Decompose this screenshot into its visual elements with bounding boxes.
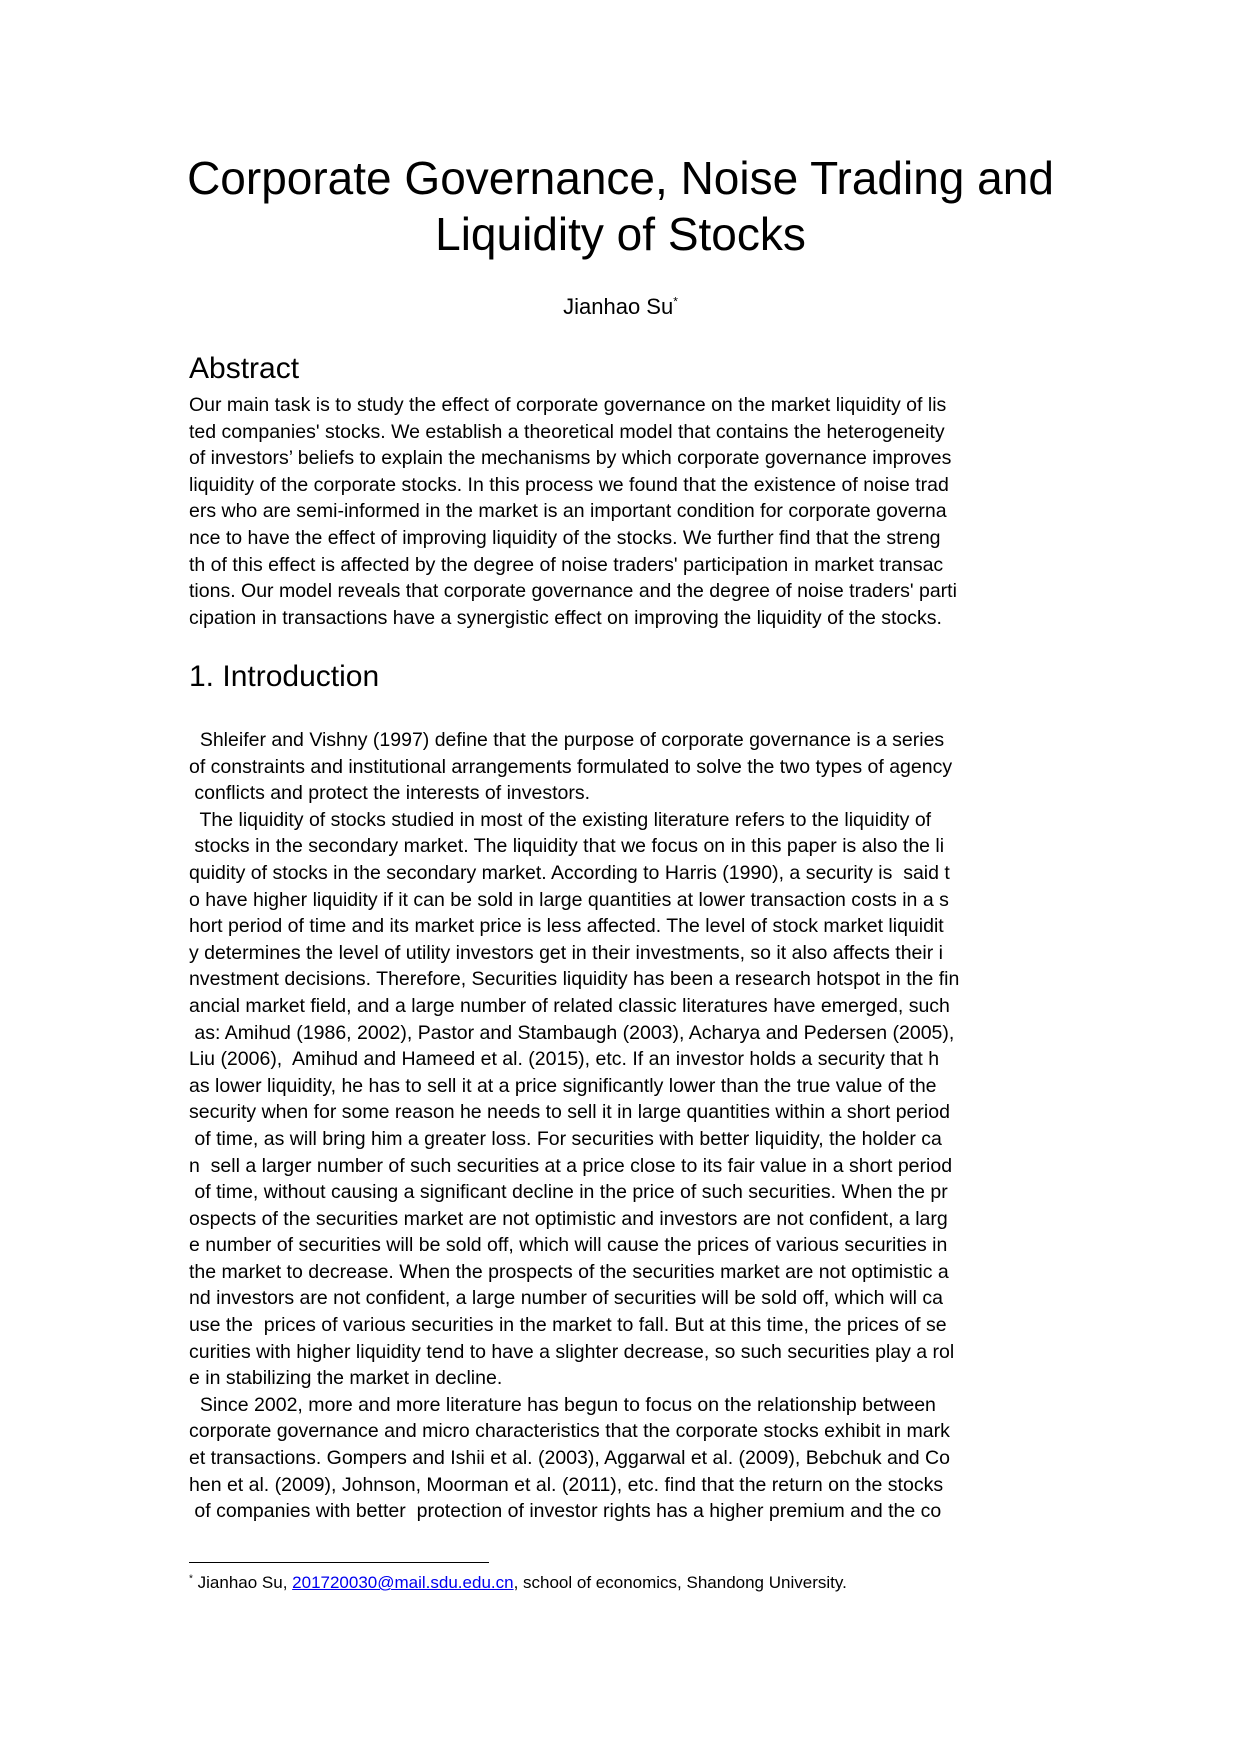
text-line: o have higher liquidity if it can be sold in large quantities at lower transaction costs in a s xyxy=(189,888,949,911)
text-line: n sell a larger number of such securities at a price close to its fair value in a short period xyxy=(189,1154,953,1177)
text-line: y determines the level of utility investors get in their investments, so it also affects their i xyxy=(189,941,943,964)
text-line: of constraints and institutional arrangements formulated to solve the two types of agency xyxy=(189,755,953,778)
footnote-author: Jianhao Su, xyxy=(197,1573,293,1592)
email-link[interactable]: 201720030@mail.sdu.edu.cn xyxy=(292,1573,514,1592)
text-line: quidity of stocks in the secondary market. According to Harris (1990), a security is said t xyxy=(189,861,950,884)
author xyxy=(0,294,1241,320)
text-line: of companies with better protection of investor rights has a higher premium and the co xyxy=(189,1500,942,1523)
text-line: of time, without causing a significant decline in the price of such securities. When the pr xyxy=(189,1181,948,1204)
text-line: ospects of the securities market are not optimistic and investors are not confident, a larg xyxy=(189,1207,948,1230)
text-line: Our main task is to study the effect of corporate governance on the market liquidity of lis xyxy=(189,394,947,416)
text-line: as lower liquidity, he has to sell it at a price significantly lower than the true value of the xyxy=(189,1074,937,1097)
text-line: hen et al. (2009), Johnson, Moorman et al. (2011), etc. find that the return on the stocks xyxy=(189,1473,944,1496)
text-line: nvestment decisions. Therefore, Securities liquidity has been a research hotspot in the fin xyxy=(189,968,960,991)
text-line: liquidity of the corporate stocks. In this process we found that the existence of noise trad xyxy=(189,473,949,496)
text-line: nce to have the effect of improving liquidity of the stocks. We further find that the streng xyxy=(189,526,941,549)
text-line: as: Amihud (1986, 2002), Pastor and Stambaugh (2003), Acharya and Pedersen (2005), xyxy=(189,1021,955,1044)
text-line: hort period of time and its market price is less affected. The level of stock market liquidit xyxy=(189,915,944,938)
abstract-heading: Abstract xyxy=(189,352,300,385)
text-line: use the prices of various securities in the market to fall. But at this time, the prices of se xyxy=(189,1314,947,1337)
text-line: Liu (2006), Amihud and Hameed et al. (2015), etc. If an investor holds a security that h xyxy=(189,1048,940,1071)
paper-title xyxy=(0,150,1241,262)
text-line: et transactions. Gompers and Ishii et al. (2003), Aggarwal et al. (2009), Bebchuk and Co xyxy=(189,1447,950,1470)
abstract-body xyxy=(189,392,1069,631)
text-line: cipation in transactions have a synergistic effect on improving the liquidity of the stocks. xyxy=(189,606,942,629)
footnote xyxy=(189,1573,847,1593)
text-line: corporate governance and micro characteristics that the corporate stocks exhibit in mark xyxy=(189,1420,950,1443)
text-line: th of this effect is affected by the degree of noise traders' participation in market transac xyxy=(189,553,944,576)
text-line: The liquidity of stocks studied in most of the existing literature refers to the liquidity of xyxy=(189,808,932,831)
text-line: stocks in the secondary market. The liquidity that we focus on in this paper is also the li xyxy=(189,835,945,858)
author-name: Jianhao Su xyxy=(563,294,674,319)
title-line: Corporate Governance, Noise Trading and xyxy=(187,152,1054,204)
text-line: of investors’ beliefs to explain the mechanisms by which corporate governance improves xyxy=(189,447,952,470)
text-line: ancial market field, and a large number of related classic literatures have emerged, such xyxy=(189,994,950,1017)
footnote-rule xyxy=(189,1562,489,1563)
text-line: of time, as will bring him a greater loss. For securities with better liquidity, the holder ca xyxy=(189,1127,942,1150)
text-line: nd investors are not confident, a large number of securities will be sold off, which will ca xyxy=(189,1287,944,1310)
footnote-mark: * xyxy=(189,1573,193,1585)
text-line: ers who are semi-informed in the market is an important condition for corporate governa xyxy=(189,500,947,523)
text-line: Since 2002, more and more literature has begun to focus on the relationship between xyxy=(189,1393,936,1416)
introduction-heading: 1. Introduction xyxy=(189,660,380,693)
text-line: ted companies' stocks. We establish a theoretical model that contains the heterogeneity xyxy=(189,420,945,443)
text-line: curities with higher liquidity tend to have a slighter decrease, so such securities play a rol xyxy=(189,1340,955,1363)
text-line: security when for some reason he needs to sell it in large quantities within a short period xyxy=(189,1101,950,1124)
title-line: Liquidity of Stocks xyxy=(435,208,806,260)
text-line: e in stabilizing the market in decline. xyxy=(189,1367,503,1390)
text-line: the market to decrease. When the prospects of the securities market are not optimistic a xyxy=(189,1260,949,1283)
introduction-body xyxy=(189,727,1069,1525)
text-line: conflicts and protect the interests of investors. xyxy=(189,782,591,805)
footnote-affiliation: , school of economics, Shandong University. xyxy=(513,1573,847,1592)
text-line: e number of securities will be sold off, which will cause the prices of various securities in xyxy=(189,1234,948,1257)
text-line: Shleifer and Vishny (1997) define that the purpose of corporate governance is a series xyxy=(189,729,945,751)
footnote-mark: * xyxy=(673,294,678,309)
text-line: tions. Our model reveals that corporate governance and the degree of noise traders' parti xyxy=(189,580,957,603)
